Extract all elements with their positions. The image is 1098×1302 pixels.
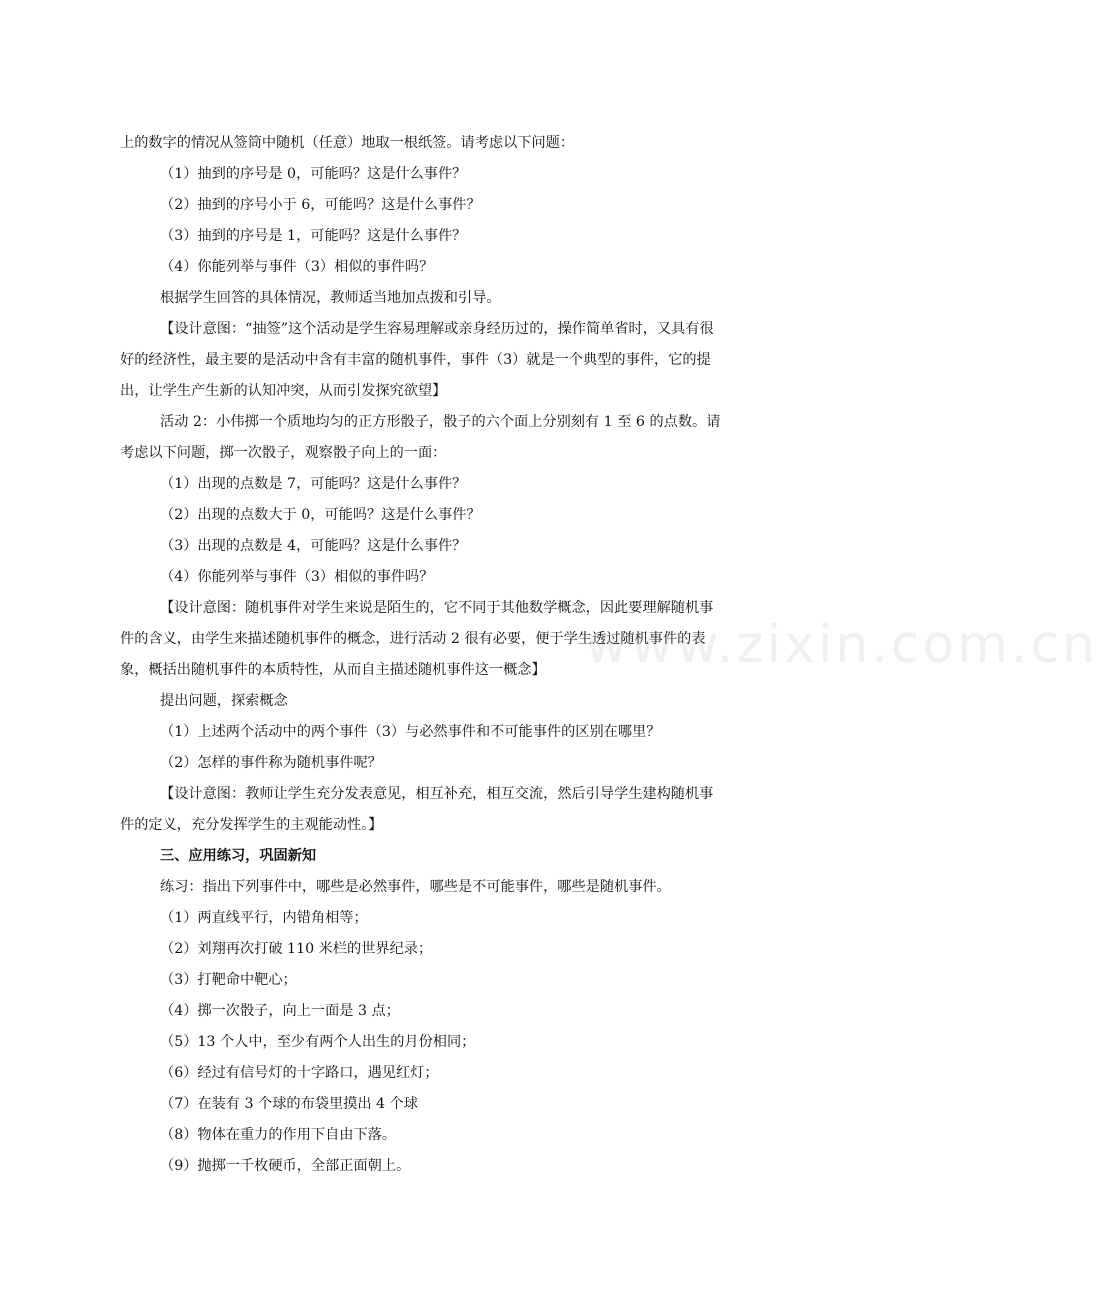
text-line: 出，让学生产生新的认知冲突，从而引发探究欲望】 [120, 383, 447, 399]
text-line: 【设计意图：“抽签”这个活动是学生容易理解或亲身经历过的，操作简单省时，又具有很 [160, 321, 714, 337]
text-line: 象，概括出随机事件的本质特性，从而自主描述随机事件这一概念】 [120, 662, 546, 678]
text-line: （4）掷一次骰子，向上一面是 3 点； [160, 1003, 400, 1019]
text-line: （3）抽到的序号是 1，可能吗？这是什么事件？ [160, 228, 467, 244]
text-line: （2）抽到的序号小于 6，可能吗？这是什么事件？ [160, 197, 481, 213]
text-line: 好的经济性，最主要的是活动中含有丰富的随机事件，事件（3）就是一个典型的事件，它的提 [120, 352, 711, 368]
text-line: 件的含义，由学生来描述随机事件的概念，进行活动 2 很有必要，便于学生透过随机事件的表 [120, 631, 706, 647]
text-line: （1）抽到的序号是 0，可能吗？这是什么事件？ [160, 166, 467, 182]
watermark: www.zixin.com.cn [585, 615, 1098, 675]
text-line: 上的数字的情况从签筒中随机（任意）地取一根纸签。请考虑以下问题： [120, 135, 575, 151]
text-line: （9）抛掷一千枚硬币，全部正面朝上。 [160, 1158, 411, 1174]
text-line: （5）13 个人中，至少有两个人出生的月份相同； [160, 1034, 476, 1050]
text-line: 考虑以下问题，掷一次骰子，观察骰子向上的一面： [120, 445, 447, 461]
text-line: 【设计意图：教师让学生充分发表意见，相互补充，相互交流，然后引导学生建构随机事 [160, 786, 714, 802]
text-line: （7）在装有 3 个球的布袋里摸出 4 个球 [160, 1096, 418, 1112]
document-body [120, 128, 804, 1182]
text-line: 根据学生回答的具体情况，教师适当地加点拨和引导。 [160, 290, 501, 306]
text-line: 件的定义，充分发挥学生的主观能动性。】 [120, 817, 383, 833]
text-line: 活动 2：小伟掷一个质地均匀的正方形骰子，骰子的六个面上分别刻有 1 至 6 的点数。请 [160, 414, 721, 430]
text-line: （6）经过有信号灯的十字路口，遇见红灯； [160, 1065, 439, 1081]
text-line: 练习：指出下列事件中，哪些是必然事件，哪些是不可能事件，哪些是随机事件。 [160, 879, 671, 895]
text-line: （1）出现的点数是 7，可能吗？这是什么事件？ [160, 476, 467, 492]
text-line: （1）两直线平行，内错角相等； [160, 910, 368, 926]
text-line: （4）你能列举与事件（3）相似的事件吗？ [160, 569, 434, 585]
text-line: （1）上述两个活动中的两个事件（3）与必然事件和不可能事件的区别在哪里？ [160, 724, 661, 740]
text-line: 提出问题，探索概念 [160, 693, 288, 709]
text-line: 【设计意图：随机事件对学生来说是陌生的，它不同于其他数学概念，因此要理解随机事 [160, 600, 714, 616]
text-line: （4）你能列举与事件（3）相似的事件吗？ [160, 259, 434, 275]
section-heading: 三、应用练习，巩固新知 [160, 848, 317, 864]
text-line: （3）打靶命中靶心； [160, 972, 297, 988]
text-line: （2）怎样的事件称为随机事件呢？ [160, 755, 382, 771]
text-line: （3）出现的点数是 4，可能吗？这是什么事件？ [160, 538, 467, 554]
text-line: （2）出现的点数大于 0，可能吗？这是什么事件？ [160, 507, 481, 523]
text-line: （2）刘翔再次打破 110 米栏的世界纪录； [160, 941, 433, 957]
text-line: （8）物体在重力的作用下自由下落。 [160, 1127, 397, 1143]
